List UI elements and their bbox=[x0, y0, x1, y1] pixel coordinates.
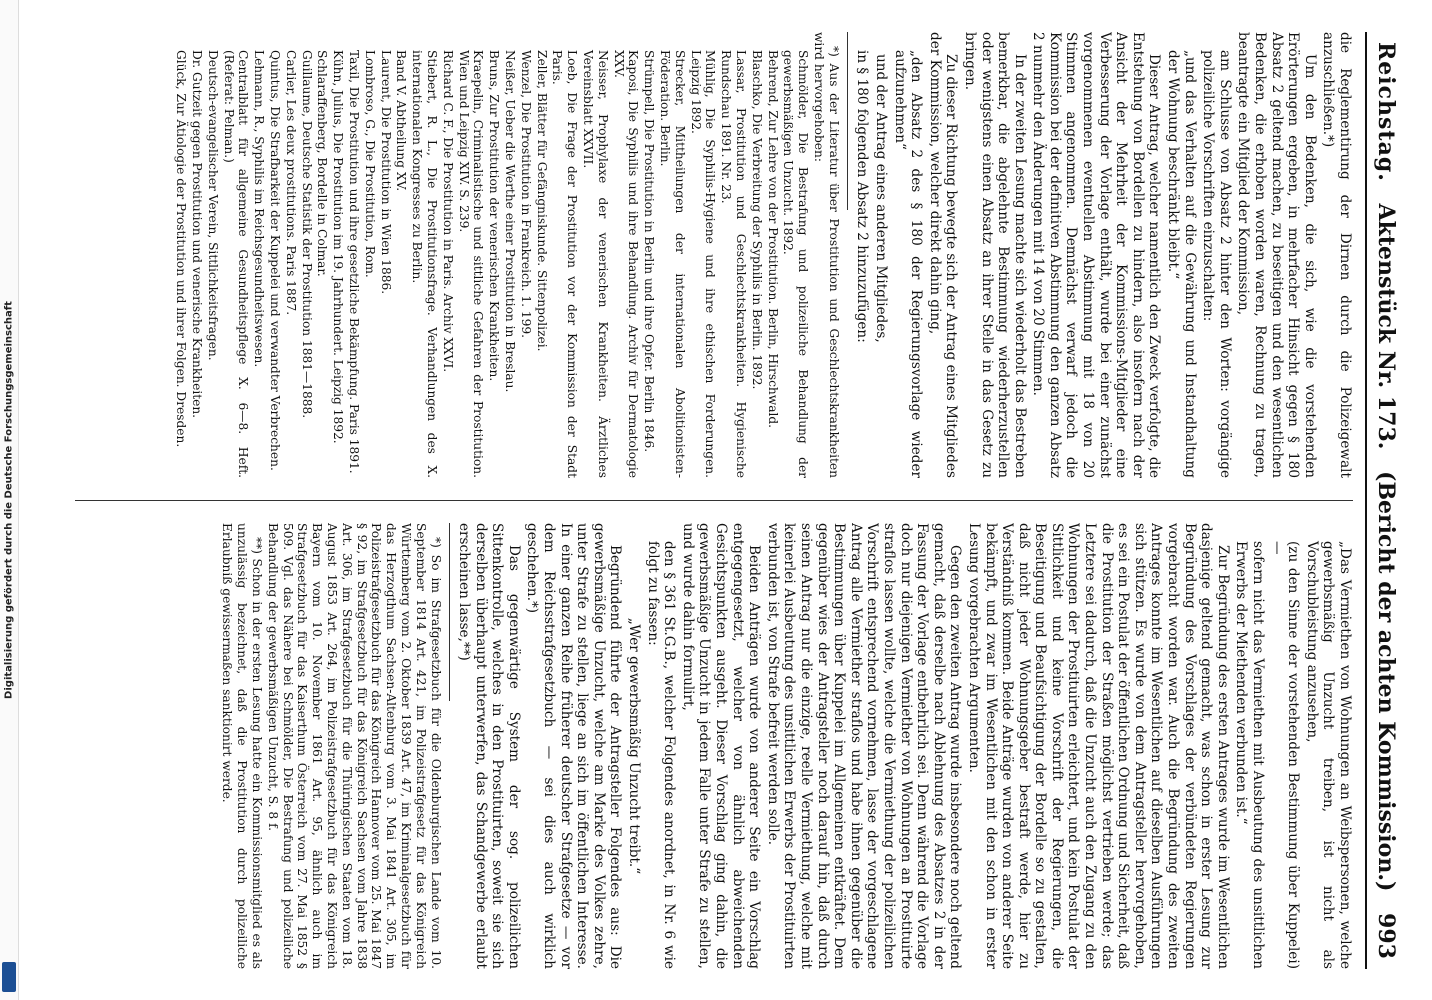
footnotes bbox=[220, 523, 443, 969]
footnote-entry: Mühlig, Die Syphilis-Hygiene und ihre ethischen Forderungen. Leipzig 1892. bbox=[688, 50, 718, 478]
paragraph: Gegen den zweiten Antrag wurde insbesondere noch geltend gemacht, daß derselbe nach Ablehnung des Absatzes 2 in der Fassung der Vorlage entbehrlich sei. Denn während die Vorlage doch nur diejenigen Vermiether von Wohnungen an Prostituirte straflos lassen wollte, welche die Vermiethung der polizeilichen Vorschrift entsprechend vornehmen, lasse der vorgeschlagene Antrag alle Vermiether straflos und habe ihnen gegenüber die Bestimmungen über Kuppelei im Allgemeinen entkräftet. Dem gegenüber wies der Antragsteller noch darauf hin, daß durch seinen Antrag nur die einzige, reelle Vermiethung, welche mit keinerlei Ausbeutung des unsittlichen Erwerbs der Prostituirten verbunden ist, von Strafe befreit werden solle. bbox=[764, 523, 964, 969]
text-columns bbox=[75, 32, 1365, 969]
footnote: *) So im Strafgesetzbuch für die Oldenburgischen Lande vom 10. September 1814 Art. 421, im Polizeistrafgesetz für das Königreich Württemberg vom 2. Oktober 1839 Art. 47, im Kriminalgesetzbuch für das Herzogthum Sachsen-Altenburg vom 3. Mai 1841 Art. 305, im Polizeistrafgesetzbuch für das Königreich Hannover vom 25. Mai 1847 § 92, im Strafgesetzbuch für das Königreich Sachsen vom Jahre 1838 Art. 306, im Strafgesetzbuch für die Thüringischen Staaten vom 18. August 1853 Art. 264, im Polizeistrafgesetzbuch für das Königreich Bayern vom 10. November 1861 Art. 95, ähnlich auch im Strafgesetzbuch für das Kaiserthum Österreich vom 27. Mai 1852 § 509. Vgl. das Nähere bei Schmölder, Die Bestrafung und polizeiliche Behandlung der gewerbsmäßigen Unzucht, S. 8 f. bbox=[265, 523, 443, 969]
paragraph: Dieser Antrag, welcher namentlich den Zweck verfolgte, die Entstehung von Bordellen zu hindern, also insofern nach der Ansicht der Mehrheit der Kommissions-Mitglieder eine Verbesserung der Vorlage enthält, wurde bei einer zunächst vorgenommenen eventuellen Abstimmung mit 18 von 20 Stimmen angenommen. Demnächst verwarf jedoch die Kommission bei der definitiven Abstimmung den ganzen Absatz 2 nunmehr den Änderungen mit 14 von 20 Stimmen. bbox=[1030, 32, 1163, 478]
footnote-entry: Wenzel, Die Prostitution in Frankreich. 1. 199. bbox=[518, 50, 533, 339]
document-page bbox=[27, 8, 1407, 993]
right-column bbox=[75, 523, 1353, 969]
footnotes bbox=[174, 32, 841, 478]
footnote-entry: Blaschko, Die Verbreitung der Syphilis in Berlin. 1892. bbox=[749, 50, 764, 390]
footnote-entry: Loeb, Die Frage der Prostitution vor der Kommission der Stadt Paris. bbox=[550, 50, 580, 478]
paragraph: in § 180 folgenden Absatz 2 hinzuzufügen: bbox=[854, 50, 871, 343]
header-title: Reichstag. bbox=[1373, 42, 1399, 182]
paragraph: die Reglementirung der Dirnen durch die Polizeigewalt anzuschließen.*) bbox=[1320, 32, 1353, 478]
footnote-entry: Richard C. F., Die Prostitution in Paris. Archiv XXVI. bbox=[440, 50, 455, 373]
paragraph: In der zweiten Lesung machte sich wiederholt das Bestreben bemerkbar, die abgelehnte Bestimmung wiederherzustellen oder wenigstens einen Absatz an ihrer Stelle in das Gesetz zu bringen. bbox=[961, 32, 1028, 478]
footnote-entry: Stiebert, R. L., Die Prostitutionsfrage. Verhandlungen des X. internationalen Kongresses zu Berlin. bbox=[410, 50, 440, 478]
page-header bbox=[1365, 32, 1399, 969]
paragraph: Zu dieser Richtung bewegte sich der Antrag eines Mitgliedes der Kommission, welcher direkt dahin ging, bbox=[926, 32, 960, 478]
footnote-entry: Lombroso, G., Die Prostitution, Rom. bbox=[362, 50, 377, 278]
quoted-text: „und das Verhalten auf die Gewährung und Instandhaltung der Wohnung beschränkt bleibt.“ bbox=[1165, 50, 1198, 478]
footnote-entry: Strümpell, Die Prostitution in Berlin und ihre Opfer. Berlin 1846. bbox=[642, 50, 657, 453]
footnote-entry: Behrend, Zur Lehre von der Prostitution. Berlin, Hirschwald. bbox=[765, 50, 780, 429]
paragraph: am Schlusse von Absatz 2 hinter den Worten: vorgängige polizeiliche Vorschriften einzuschalten: bbox=[1200, 50, 1233, 478]
page-number: 993 bbox=[1373, 913, 1399, 959]
footnote-entry: Taxil, Die Prostitution und ihre gesetzliche Bekämpfung. Paris 1891. bbox=[347, 50, 362, 474]
dfg-logo bbox=[2, 962, 16, 992]
footnote-entry: Centralblatt für allgemeine Gesundheitspflege X. 6—8. Heft. (Referat: Pelman.) bbox=[221, 50, 251, 478]
footnote-entry: Bruns, Zur Prostitution der venerischen Krankheiten. bbox=[487, 50, 502, 382]
header-document-number: Aktenstück Nr. 173. bbox=[1373, 203, 1399, 450]
footnote: *) Aus der Literatur über Prostitution und Geschlechtskrankheiten wird hervorgehoben: bbox=[811, 32, 841, 478]
footnote-entry: Guillaume, Deutsche Statistik der Prostitution 1881—1888. bbox=[299, 50, 314, 419]
paragraph: Begründend führte der Antragsteller Folgendes aus: Die gewerbsmäßige Unzucht, welche am Marke des Volkes zehre, unter Strafe zu stellen, liege an sich im öffentlichen Interesse. In einer ganzen Reihe früherer deutscher Strafgesetze — vor dem Reichsstrafgesetzbuch — sei dies auch wirklich geschehen.*) bbox=[524, 523, 624, 969]
footnote-entry: Schmölder, Die Bestrafung und polizeiliche Behandlung der gewerbsmäßigen Unzucht. 1892. bbox=[781, 50, 811, 478]
header-report-title: (Bericht der achten Kommission.) bbox=[1373, 471, 1399, 892]
footnote-entry: Kaposi, Die Syphilis und ihre Behandlung. Archiv für Dermatologie XXV. bbox=[611, 50, 641, 478]
paragraph: und der Antrag eines anderen Mitgliedes, bbox=[872, 54, 889, 343]
footnote-rule bbox=[847, 32, 848, 210]
footnote-entry: Laurent, Die Prostitution in Wien 1886. bbox=[378, 50, 393, 295]
footnote-entry: Band V. Abtheilung XV. bbox=[394, 50, 409, 192]
paragraph: Um den Bedenken, die sich, wie die vorstehenden Erörterungen ergeben, in mehrfacher Hinsicht gegen § 180 Absatz 2 geltend machen, zu beseitigen und den wesentlichen Bedenken, die erhoben worden waren, Rechnung zu tragen, beantragte ein Mitglied der Kommission, bbox=[1235, 32, 1318, 478]
quoted-text: „Das Vermiethen von Wohnungen an Weibspersonen, welche gewerbsmäßig Unzucht treiben, ist nicht als Vorschubleistung anzusehen, bbox=[1303, 541, 1353, 969]
footnote-entry: Quintus, Die Strafbarkeit der Kuppelei und verwandter Verbrechen. bbox=[268, 50, 283, 471]
quoted-text: (zu den Sinne der vorstehenden Bestimmung über Kuppelei) — bbox=[1268, 541, 1302, 969]
footnote-entry: Carlier, Les deux prostitutions. Paris 1887. bbox=[283, 50, 298, 316]
footnote-entry: Glück, Zur Ätiologie der Prostitution und ihrer Folgen. Dresden. bbox=[174, 50, 189, 448]
footnote-entry: Schlaraffenberg, Bordelle in Colmar. bbox=[315, 50, 330, 277]
footnote-entry: Neisser, Prophylaxe der venerischen Krankheiten. Ärztliches Vereinsblatt XXVII. bbox=[581, 50, 610, 478]
footnote-entry: Dr. Gutzeit gegen Prostitution und venerische Krankheiten. bbox=[190, 50, 205, 419]
footnote: **) Schon in der ersten Lesung hatte ein Kommissionsmitglied es als unzulässig bezeichnet, daß die Prostitution durch polizeiliche Erlaubniß gewissermaßen sanktionirt werde. bbox=[220, 523, 264, 969]
quoted-text: „Wer gewerbsmäßig Unzucht treibt.“ bbox=[626, 617, 643, 875]
quoted-text: „den Absatz 2 des § 180 der Regierungsvorlage wieder aufzunehmen“ bbox=[891, 50, 925, 478]
footnote-entry: Kraepelin, Criminalistische und sittliche Gefahren der Prostitution. Wien und Leipzig XIV. S. 239. bbox=[456, 50, 486, 478]
paragraph: Das gegenwärtige System der sog. polizeilichen Sittenkontrolle, welches in den Prostituirten, soweit sie sich derselben überhaupt unterwerfen, das Schandgewerbe erlaubt erscheinen lasse,**) bbox=[456, 523, 522, 969]
footnote-entry: Lehmann, R., Syphilis im Reichsgesundheitswesen. bbox=[252, 50, 267, 368]
left-column bbox=[75, 32, 1353, 478]
digitization-strip bbox=[0, 0, 19, 1000]
column-divider bbox=[75, 500, 1353, 501]
quoted-text: sofern nicht das Vermiethen mit Ausbeutung des unsittlichen Erwerbs der Miethenden verbunden ist.“ bbox=[1233, 541, 1267, 969]
paragraph: den § 361 St.G.B., welcher Folgendes anordnet, in Nr. 6 wie folgt zu fassen: bbox=[644, 541, 678, 969]
paragraph: Zur Begründung des ersten Antrages wurde im Wesentlichen dasjenige geltend gemacht, was schon in erster Lesung zur Begründung des Vorschlages der verbündeten Regierungen vorgebracht worden war. Auch die Begründung des zweiten Antrages konnte im Wesentlichen auf dieselben Ausführungen sich stützen. Es wurde von dem Antragsteller hervorgehoben, es sei ein Postulat der öffentlichen Ordnung und Sicherheit, daß die Prostitution der Straßen möglichst vertrieben werde; das Letztere sei dadurch, daß die Unzucht auch den Zugang zu den Wohnungen der Prostituirten erleichtert, und kein Postulat der Sittlichkeit und keine Vorschrift der Regierungen, die Beseitigung und Beaufsichtigung der Bordelle so zu gestalten, daß nicht jeder Wohnungsgeber bestraft werde, hier zu Verständniß kommen. Beide Anträge wurden von anderer Seite bekämpft, und zwar im Wesentlichen mit den schon in erster Lesung vorgebrachten Argumenten. bbox=[965, 523, 1231, 969]
digitization-credit: Digitalisierung gefördert durch die Deutsche Forschungsgemeinschaft bbox=[3, 301, 15, 699]
footnote-rule bbox=[449, 523, 450, 701]
footnote-entry: Lassar, Prostitution und Geschlechtskrankheiten. Hygienische Rundschau 1891. Nr. 23. bbox=[719, 50, 748, 478]
footnote-entry: Neißer, Ueber die Werthe einer Prostitution in Breslau. bbox=[503, 50, 518, 393]
footnote-entry: Zeller, Blätter für Gefängniskunde. Sittenpolizei. bbox=[534, 50, 549, 352]
footnote-entry: Deutsch-evangelischer Verein, Sittlichkeitsfragen. bbox=[205, 50, 220, 361]
paragraph: Beiden Anträgen wurde von anderer Seite ein Vorschlag entgegengesetzt, welcher von ähnlich abweichenden Gesichtspunkten ausgeht. Dieser Vorschlag ging dahin, die gewerbsmäßige Unzucht in jedem Falle unter Strafe zu stellen, und wurde dahin formulirt, bbox=[679, 523, 763, 969]
footnote-entry: Kühn, Julius, Die Prostitution im 19. Jahrhundert. Leipzig 1892. bbox=[331, 50, 346, 444]
footnote-entry: Strecker, Mittheilungen der internationalen Abolitionisten-Föderation. Berlin. bbox=[658, 50, 687, 478]
